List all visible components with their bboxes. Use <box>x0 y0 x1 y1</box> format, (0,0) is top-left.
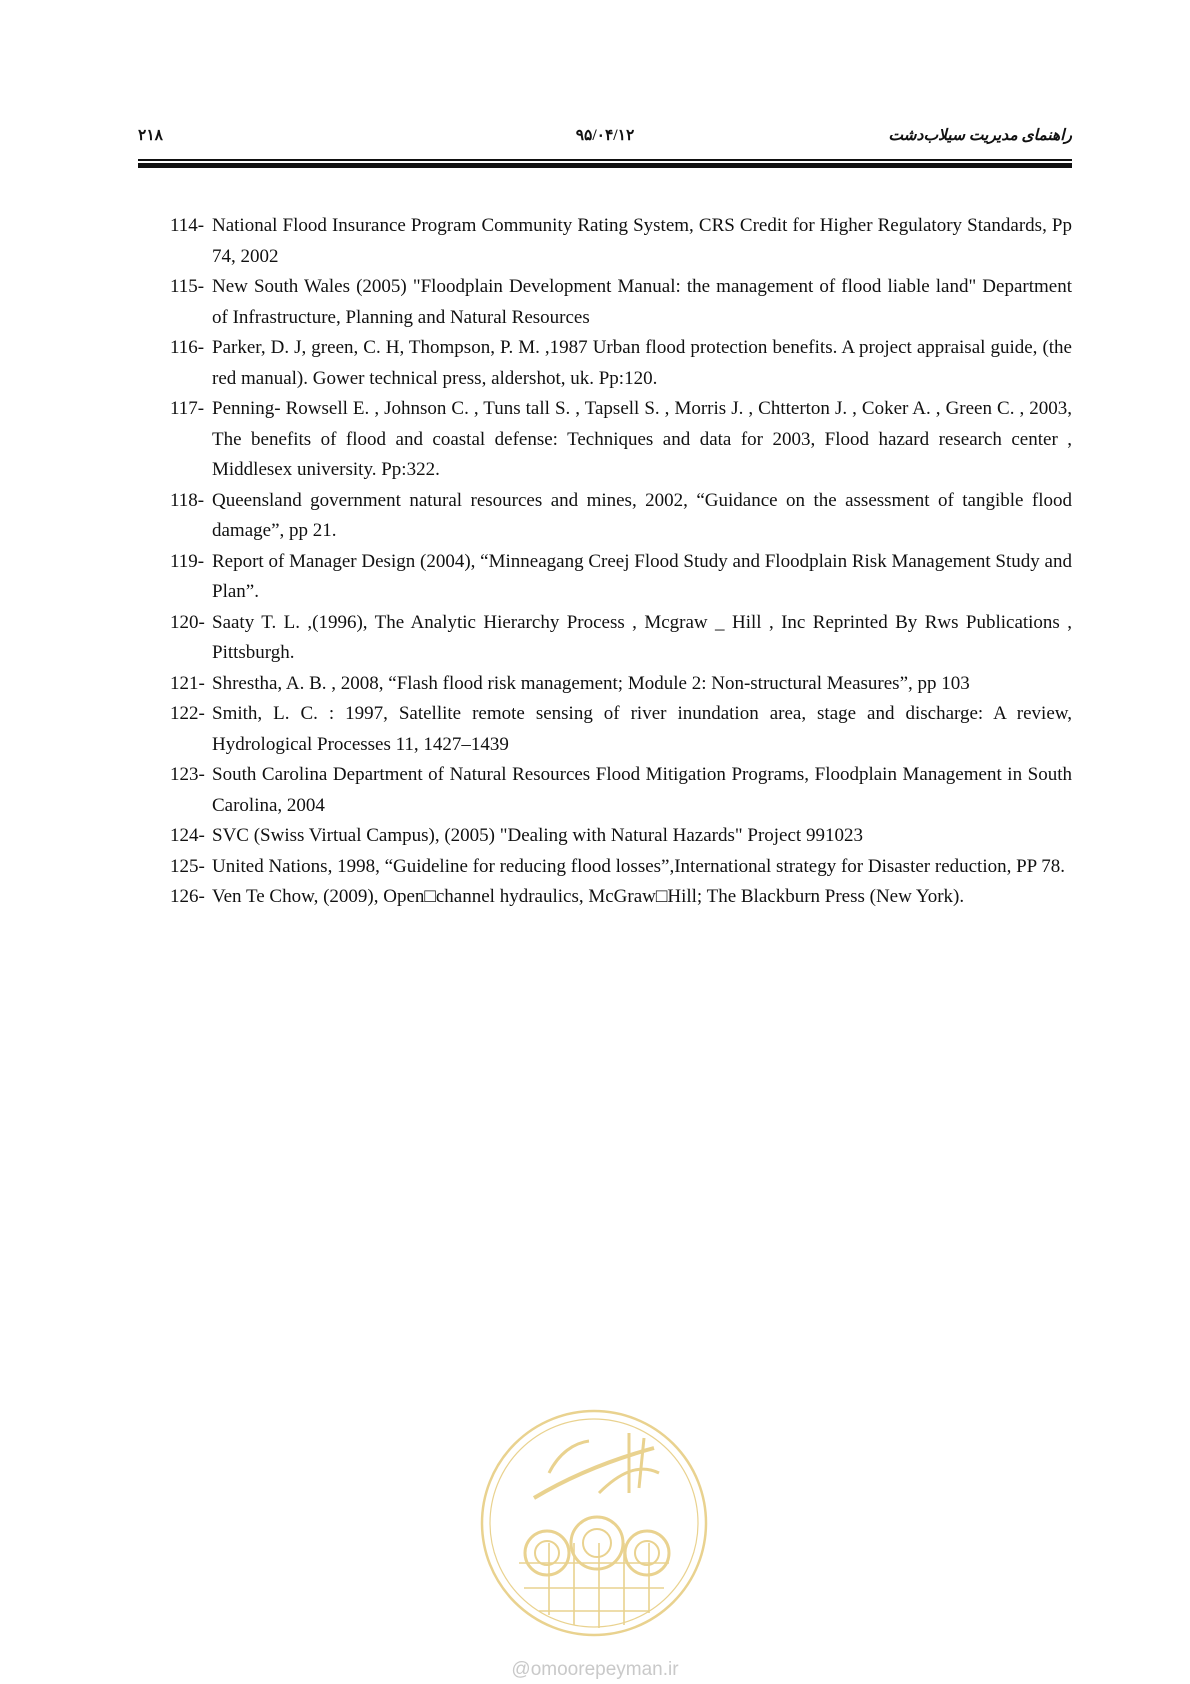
header-rule-thick <box>138 163 1072 168</box>
reference-text: Ven Te Chow, (2009), Open□channel hydraulics, McGraw□Hill; The Blackburn Press (New York). <box>212 886 965 907</box>
reference-item <box>170 394 1072 486</box>
reference-number: 126- <box>170 886 205 907</box>
reference-number: 118- <box>170 489 205 511</box>
reference-text: Queensland government natural resources and mines, 2002, “Guidance on the assessment of tangible flood damage”, pp 21. <box>212 489 1072 541</box>
header-rule-thin <box>138 159 1072 161</box>
reference-text: Saaty T. L. ,(1996), The Analytic Hierarchy Process , Mcgraw _ Hill , Inc Reprinted By Rws Publications , Pittsburgh. <box>212 611 1072 663</box>
reference-text: Shrestha, A. B. , 2008, “Flash flood risk management; Module 2: Non-structural Measures”, pp 103 <box>212 672 970 694</box>
reference-text: SVC (Swiss Virtual Campus), (2005) "Dealing with Natural Hazards" Project 991023 <box>212 825 863 846</box>
header-date: ۹۵/۰۴/۱۲ <box>575 127 635 144</box>
reference-number: 114- <box>170 215 205 236</box>
reference-number: 121- <box>170 672 205 694</box>
watermark-site-text: omoorepeyman.ir <box>530 1659 679 1680</box>
reference-text: United Nations, 1998, “Guideline for reducing flood losses”,International strategy for Disaster reduction, PP 78. <box>212 855 1066 877</box>
reference-item <box>170 882 1072 913</box>
reference-item <box>170 547 1072 608</box>
reference-text: Parker, D. J, green, C. H, Thompson, P. M. ,1987 Urban flood protection benefits. A project appraisal guide, (the red manual). Gower technical press, aldershot, uk. Pp:120. <box>212 337 1072 389</box>
reference-number: 124- <box>170 825 205 846</box>
gear-center <box>571 1517 623 1569</box>
reference-number: 122- <box>170 703 205 724</box>
reference-number: 115- <box>170 276 205 297</box>
reference-item <box>170 760 1072 821</box>
at-icon: @ <box>511 1659 531 1680</box>
watermark-logo <box>479 1403 709 1643</box>
reference-number: 120- <box>170 611 205 633</box>
reference-item <box>170 669 1072 700</box>
gear-right <box>625 1531 669 1575</box>
reference-item <box>170 821 1072 852</box>
reference-item <box>170 852 1072 883</box>
reference-item <box>170 699 1072 760</box>
reference-number: 116- <box>170 337 205 358</box>
reference-item <box>170 608 1072 669</box>
reference-number: 123- <box>170 764 205 785</box>
book-title: راهنمای مدیریت سیلاب‌دشت <box>888 127 1072 144</box>
reference-text: South Carolina Department of Natural Resources Flood Mitigation Programs, Floodplain Management in South Carolina, 2004 <box>212 764 1072 816</box>
gear-left <box>525 1531 569 1575</box>
reference-item <box>170 486 1072 547</box>
reference-text: Smith, L. C. : 1997, Satellite remote sensing of river inundation area, stage and discharge: A review, Hydrological Processes 11, 1427–1439 <box>212 703 1072 755</box>
watermark-site <box>0 1659 1190 1681</box>
page-number: ۲۱۸ <box>138 127 163 144</box>
reference-number: 119- <box>170 550 205 572</box>
reference-text: New South Wales (2005) "Floodplain Development Manual: the management of flood liable land" Department of Infrastructure, Planning and Natural Resources <box>212 276 1072 328</box>
reference-text: Report of Manager Design (2004), “Minneagang Creej Flood Study and Floodplain Risk Management Study and Plan”. <box>212 550 1072 602</box>
reference-list <box>170 211 1072 913</box>
reference-text: Penning- Rowsell E. , Johnson C. , Tuns tall S. , Tapsell S. , Morris J. , Chtterton J. , Coker A. , Green C. , 2003, The benefits of flood and coastal defense: Techniques and data for 2003, Flood hazard research center , Middlesex university. Pp:322. <box>212 398 1072 480</box>
reference-item <box>170 333 1072 394</box>
reference-number: 117- <box>170 398 205 419</box>
reference-item <box>170 272 1072 333</box>
reference-number: 125- <box>170 855 205 877</box>
page-header <box>138 126 1072 156</box>
reference-item <box>170 211 1072 272</box>
reference-text: National Flood Insurance Program Community Rating System, CRS Credit for Higher Regulatory Standards, Pp 74, 2002 <box>212 215 1072 267</box>
